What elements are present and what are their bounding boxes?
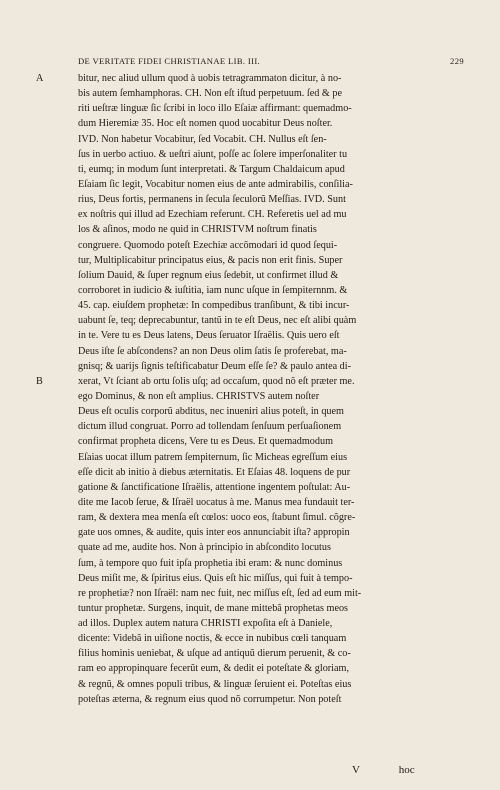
line-text: confirmat propheta dicens, Vere tu es Deus. Et quemadmodum xyxy=(78,436,333,448)
text-line xyxy=(46,283,464,298)
line-text: uabunt ſe, teq; deprecabuntur, tantũ in te eſt Deus, nec eſt alibi quàm xyxy=(78,315,357,327)
line-text: dite me Iacob ſerue, & Iſraël uocatus à me. Manus mea fundauit ter- xyxy=(78,496,355,508)
text-line xyxy=(46,207,464,222)
line-text: IVD. Non habetur Vocabitur, ſed Vocabit. CH. Nullus eſt ſen- xyxy=(78,133,327,145)
text-line xyxy=(46,132,464,147)
line-text: Deus eſt oculis corporũ abditus, nec inueniri alius poteſt, in quem xyxy=(78,406,344,418)
line-text: quate ad me, audite hos. Non à principio in abſcondito locutus xyxy=(78,542,331,554)
line-text: ad illos. Duplex autem natura CHRISTI expoſita eſt à Daniele, xyxy=(78,618,333,630)
signature-mark: V xyxy=(352,764,360,776)
line-text: dum Hieremiæ 35. Hoc eſt nomen quod uocabitur Deus noſter. xyxy=(78,118,333,130)
line-text: Deus iſte ſe abſcondens? an non Deus olim ſatis ſe proferebat, ma- xyxy=(78,345,347,357)
text-line xyxy=(46,571,464,586)
line-text: ram, & dextera mea menſa eſt cœlos: uoco eos, ſtabunt ſimul. cõgre- xyxy=(78,512,356,524)
text-line xyxy=(46,192,464,207)
line-text: ego Dominus, & non eſt amplius. CHRISTVS autem noſter xyxy=(78,390,320,402)
line-text: gnisq; & uarijs ſignis teſtificabatur Deum eſſe ſe? & paulo antea di- xyxy=(78,360,352,372)
text-line xyxy=(46,540,464,555)
line-text: tuntur prophetæ. Surgens, inquit, de mane mittebã prophetas meos xyxy=(78,602,349,614)
line-text: dictum illud congruat. Porro ad tollendam ſenſuum perſuaſionem xyxy=(78,421,342,433)
text-line xyxy=(46,101,464,116)
line-text: ram eo appropinquare fecerũt eum, & dedit ei poteſtate & gloriam, xyxy=(78,663,349,675)
line-text: re prophetiæ? non Iſraël: nam nec fuit, nec miſſus eſt, ſed ad eum mit- xyxy=(78,587,362,599)
page-footer xyxy=(352,764,415,776)
text-line xyxy=(46,677,464,692)
text-line xyxy=(46,177,464,192)
line-text: ex noſtris qui illud ad Ezechiam referunt. CH. Referetis uel ad mu xyxy=(78,209,347,221)
line-text: rius, Deus fortis, permanens in ſecula ſeculorũ Meſſias. IVD. Sunt xyxy=(78,194,346,206)
text-line xyxy=(46,586,464,601)
line-text: & regnũ, & omnes populi tribus, & linguæ ſeruient ei. Poteſtas eius xyxy=(78,678,352,690)
line-text: los & aſinos, modo ne quid in CHRISTVM noſtrum finatis xyxy=(78,224,317,236)
line-text: gatione & ſanctificatione Iſraëlis, attentione ingentem poſtulat: Au- xyxy=(78,481,351,493)
text-line xyxy=(46,556,464,571)
line-text: riti ueſtræ linguæ ſic ſcribi in loco illo Eſaiæ affirmant: quemadmo- xyxy=(78,103,352,115)
text-line xyxy=(46,434,464,449)
catchword: hoc xyxy=(398,764,415,776)
running-title: DE VERITATE FIDEI CHRISTIANAE LIB. III. xyxy=(78,56,261,66)
text-line xyxy=(46,86,464,101)
line-text: congruere. Quomodo poteſt Ezechiæ accõmodari id quod ſequi- xyxy=(78,239,338,251)
text-line xyxy=(46,389,464,404)
line-text: ſus in uerbo actiuo. & ueſtri aiunt, poſſe ac ſolere imperſonaliter tu xyxy=(78,148,348,160)
line-text: dicente: Videbã in uiſione noctis, & ecce in nubibus cœli tanquam xyxy=(78,633,347,645)
body-text xyxy=(36,71,464,707)
text-line xyxy=(36,71,464,86)
running-header xyxy=(78,56,464,70)
text-line xyxy=(46,692,464,707)
line-text: ſum, à tempore quo fuit ipſa prophetia ibi eram: & nunc dominus xyxy=(78,557,343,569)
text-line xyxy=(36,374,464,389)
text-line xyxy=(46,328,464,343)
margin-letter: A xyxy=(36,73,44,84)
text-line xyxy=(46,298,464,313)
line-text: Deus miſit me, & ſpiritus eius. Quis eſt hic miſſus, qui fuit à tempo- xyxy=(78,572,353,584)
line-text: corroboret in iudicio & iuſtitia, iam nunc uſque in ſempiternnm. & xyxy=(78,284,348,296)
text-line xyxy=(46,601,464,616)
text-line xyxy=(46,162,464,177)
line-text: tur, Multiplicabitur principatus eius, & pacis non erit finis. Super xyxy=(78,254,343,266)
margin-letter: B xyxy=(36,375,43,387)
line-text: in te. Vere tu es Deus latens, Deus ſeruator Iſraëlis. Quis uero eſt xyxy=(78,330,340,342)
text-line xyxy=(46,646,464,661)
text-line xyxy=(46,616,464,631)
text-line xyxy=(46,465,464,480)
line-text: bis autem ſemhamphoras. CH. Non eſt iſtud perpetuum. ſed & pe xyxy=(78,88,342,100)
text-line xyxy=(46,313,464,328)
text-line xyxy=(46,510,464,525)
line-text: eſſe dicit ab initio à diebus æternitatis. Et Eſaias 48. loquens de pur xyxy=(78,466,351,478)
text-line xyxy=(46,359,464,374)
text-line xyxy=(46,268,464,283)
line-text: poteſtas æterna, & regnum eius quod nõ corrumpetur. Non poteſt xyxy=(78,693,342,705)
text-line xyxy=(46,238,464,253)
page-number: 229 xyxy=(450,56,464,66)
text-line xyxy=(46,404,464,419)
text-line xyxy=(46,253,464,268)
line-text: xerat, Vt ſciant ab ortu ſolis uſq; ad occaſum, quod nõ eſt præter me. xyxy=(78,375,355,387)
line-text: ſolium Dauid, & ſuper regnum eius ſedebit, ut confirmet illud & xyxy=(78,269,339,281)
text-line xyxy=(46,419,464,434)
text-line xyxy=(46,525,464,540)
text-line xyxy=(46,480,464,495)
line-text: bitur, nec aliud ullum quod à uobis tetragrammaton dicitur, à no- xyxy=(78,73,342,84)
line-text: Eſaiam ſic legit, Vocabitur nomen eius de ante admirabilis, conſilia- xyxy=(78,178,353,190)
line-text: filius hominis ueniebat, & uſque ad antiquũ dierum peruenit, & co- xyxy=(78,648,351,660)
text-line xyxy=(46,631,464,646)
text-line xyxy=(46,147,464,162)
line-text: ti, eumq; in modum ſunt interpretati. & Targum Chaldaicum apud xyxy=(78,163,345,175)
line-text: 45. cap. eiuſdem prophetæ: In compedibus tranſibunt, & tibi incur- xyxy=(78,300,350,312)
line-text: Eſaias uocat illum patrem ſempiternum, ſic Micheas egreſſum eius xyxy=(78,451,348,463)
text-line xyxy=(46,495,464,510)
line-text: gate uos omnes, & audite, quis inter eos annunciabit iſta? appropin xyxy=(78,527,350,539)
text-line xyxy=(46,450,464,465)
text-line xyxy=(46,344,464,359)
text-line xyxy=(46,116,464,131)
text-line xyxy=(46,661,464,676)
text-line xyxy=(46,222,464,237)
